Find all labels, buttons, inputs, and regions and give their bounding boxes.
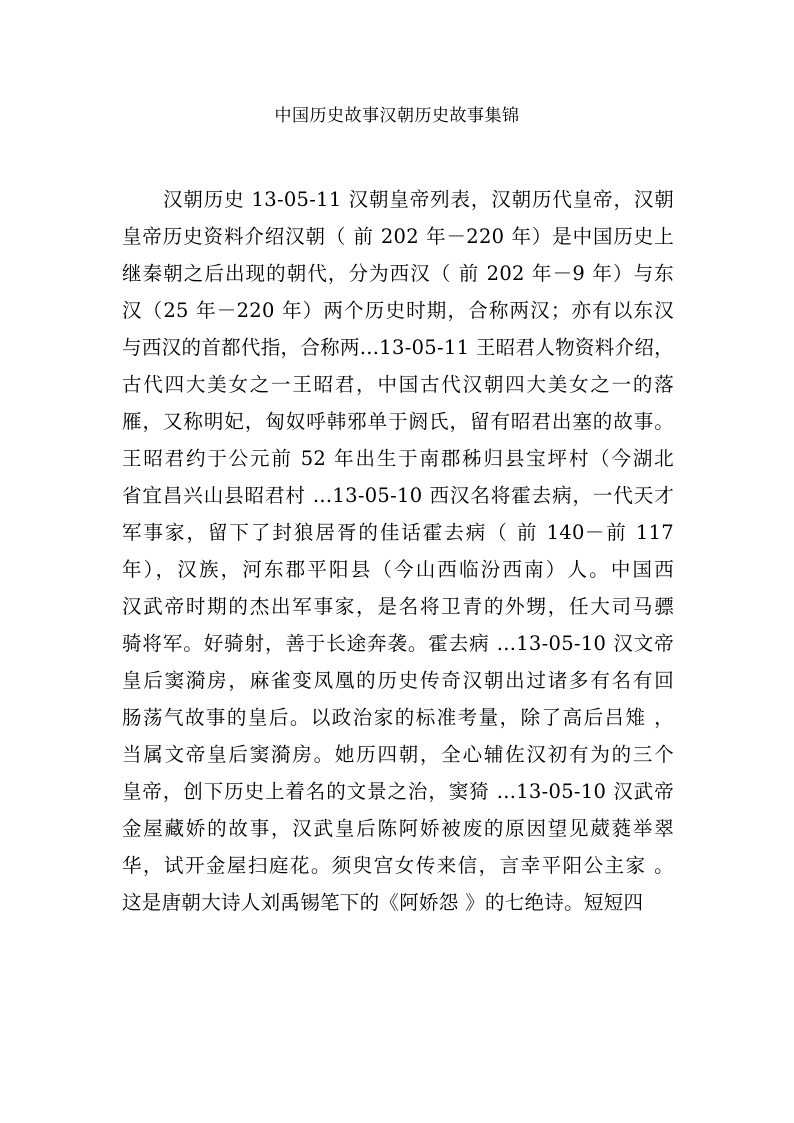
body-line: 皇帝历史资料介绍汉朝（ 前 202 年－220 年）是中国历史上	[122, 225, 674, 248]
body-line: 古代四大美女之一王昭君，中国古代汉朝四大美女之一的落	[122, 373, 674, 396]
body-line: 雁，又称明妃，匈奴呼韩邪单于阏氏，留有昭君出塞的故事。	[122, 410, 674, 433]
body-line: 汉朝历史 13-05-11 汉朝皇帝列表，汉朝历代皇帝，汉朝	[163, 188, 674, 211]
body-line: 骑将军。好骑射，善于长途奔袭。霍去病 ...13-05-10 汉文帝	[122, 632, 674, 655]
document-body	[122, 181, 674, 921]
body-line: 与西汉的首都代指，合称两...13-05-11 王昭君人物资料介绍，	[122, 336, 674, 359]
body-line: 汉武帝时期的杰出军事家，是名将卫青的外甥，任大司马骠	[122, 595, 674, 618]
body-line: 当属文帝皇后窦漪房。她历四朝，全心辅佐汉初有为的三个	[122, 743, 674, 766]
body-line: 汉（25 年－220 年）两个历史时期，合称两汉；亦有以东汉	[122, 299, 674, 322]
body-line: 军事家，留下了封狼居胥的佳话霍去病（ 前 140－前 117	[122, 521, 674, 544]
body-line: 王昭君约于公元前 52 年出生于南郡秭归县宝坪村（今湖北	[122, 447, 674, 470]
body-line: 肠荡气故事的皇后。以政治家的标准考量，除了高后吕雉 ，	[122, 706, 674, 729]
body-line: 继秦朝之后出现的朝代，分为西汉（ 前 202 年－9 年）与东	[122, 262, 674, 285]
body-line: 金屋藏娇的故事，汉武皇后陈阿娇被废的原因望见葳蕤举翠	[122, 817, 674, 840]
body-line: 皇后窦漪房，麻雀变凤凰的历史传奇汉朝出过诸多有名有回	[122, 669, 674, 692]
body-line: 年），汉族，河东郡平阳县（今山西临汾西南）人。中国西	[122, 558, 674, 581]
body-line: 皇帝，创下历史上着名的文景之治，窦猗 ...13-05-10 汉武帝	[122, 780, 674, 803]
body-line: 这是唐朝大诗人刘禹锡笔下的《阿娇怨 》的七绝诗。短短四	[122, 891, 644, 914]
body-line: 华，试开金屋扫庭花。须臾宫女传来信，言幸平阳公主家 。	[122, 854, 674, 877]
body-line: 省宜昌兴山县昭君村 ...13-05-10 西汉名将霍去病，一代天才	[122, 484, 674, 507]
document-title: 中国历史故事汉朝历史故事集锦	[274, 106, 520, 126]
